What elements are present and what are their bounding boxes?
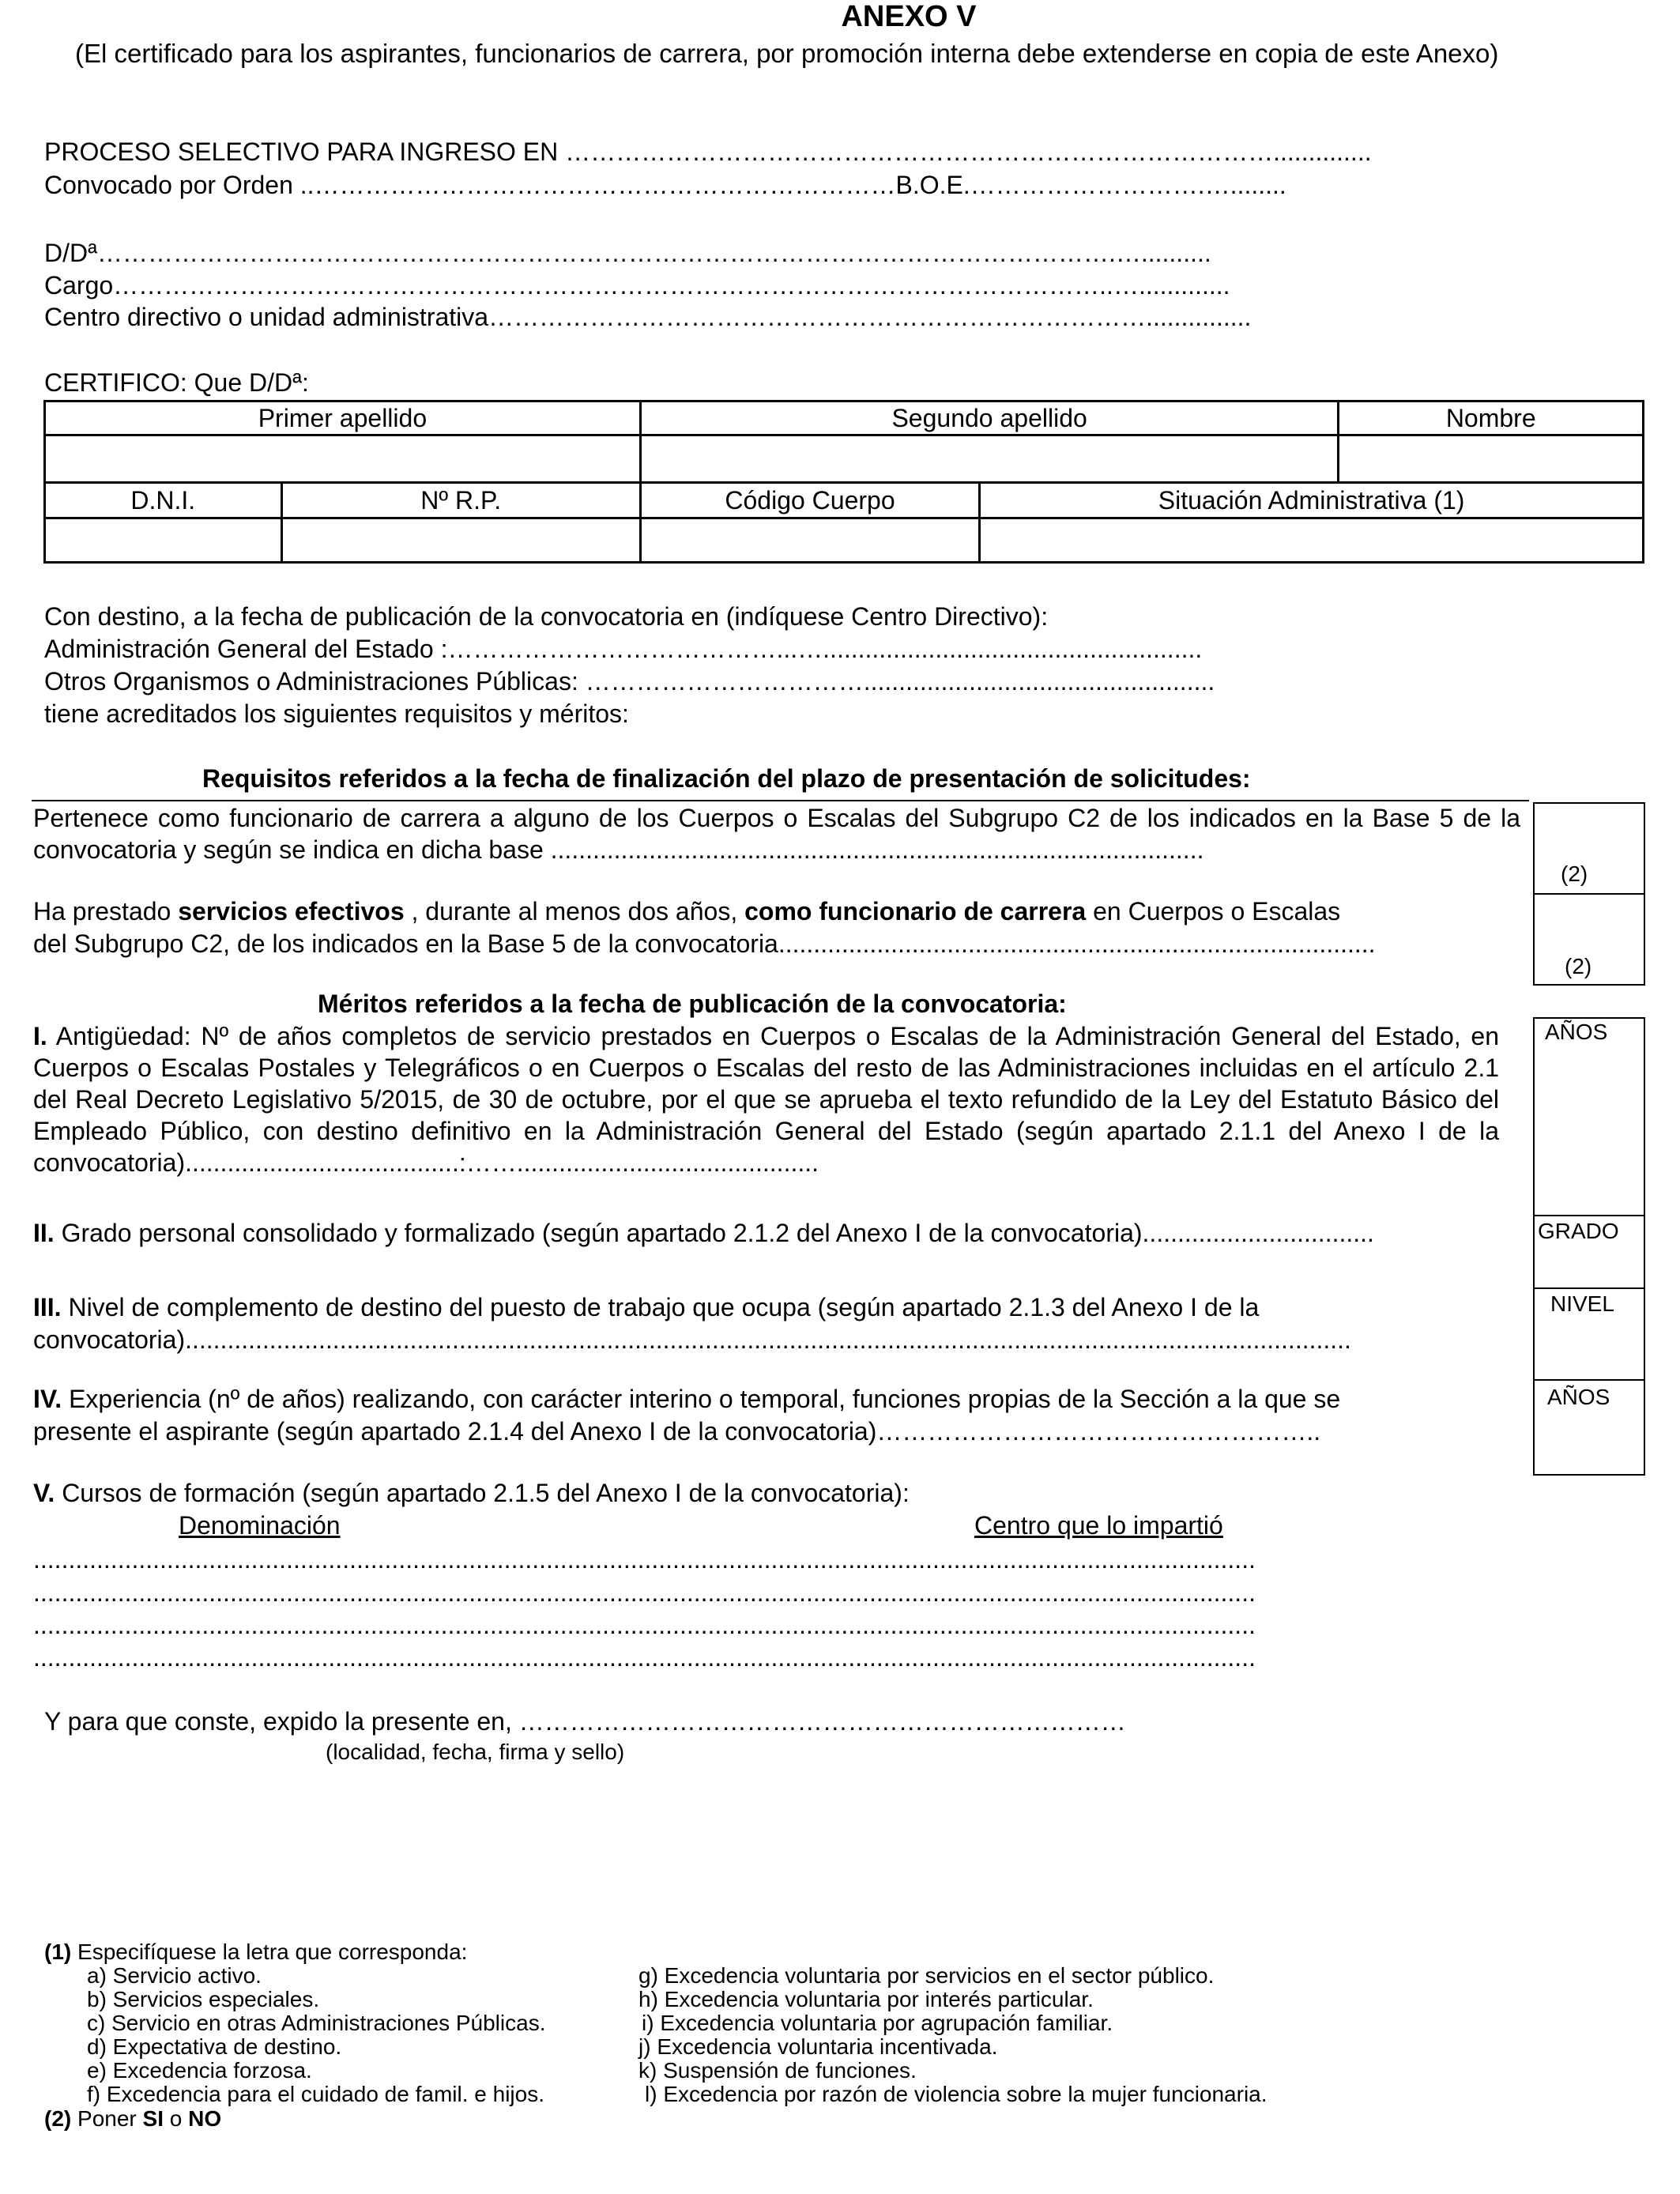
cursos-col-denominacion: Denominación [179,1511,341,1540]
nivel-box-label: NIVEL [1550,1291,1614,1316]
note-1-option: h) Excedencia voluntaria por interés particular. [638,1987,1094,2011]
header-codigo-cuerpo: Código Cuerpo [640,483,979,518]
merito-nivel-line2: convocatoria)...................................................................................................................................................................... [33,1325,1351,1354]
centro-directivo-line: Centro directivo o unidad administrativa……………………………………………………………………............... [44,303,1252,331]
note-1-option: d) Expectativa de destino. [87,2034,342,2059]
certifico-label: CERTIFICO: Que D/Dª: [44,368,309,397]
cursos-line[interactable]: .............................................................................................................................................................................. [33,1611,1256,1639]
note-1-option: b) Servicios especiales. [87,1987,320,2011]
header-primer-apellido: Primer apellido [45,401,641,435]
header-situacion-administrativa: Situación Administrativa (1) [980,483,1644,518]
servicios-box-label: (2) [1565,954,1592,978]
header-segundo-apellido: Segundo apellido [640,401,1339,435]
requisito-servicios: Ha prestado servicios efectivos , durante al menos dos años, como funcionario de carrera en Cuerpos o Escalas [33,897,1341,925]
cursos-col-centro: Centro que lo impartió [974,1511,1223,1540]
grado-box-label: GRADO [1538,1219,1619,1243]
merito-grado: II. Grado personal consolidado y formalizado (según apartado 2.1.2 del Anexo I de la convocatoria)................................. [33,1219,1374,1247]
pertenece-box-label: (2) [1561,861,1588,886]
antiguedad-years-box[interactable] [1533,1017,1645,1216]
cargo-line: Cargo………………………………………………………………………………………………………..…............. [44,271,1230,300]
cursos-line[interactable]: .............................................................................................................................................................................. [33,1643,1256,1672]
note-1-option: e) Excedencia forzosa. [87,2058,312,2083]
merito-cursos: V. Cursos de formación (según apartado 2.1.5 del Anexo I de la convocatoria): [33,1479,910,1507]
requisitos-intro: tiene acreditados los siguientes requisitos y méritos: [44,699,629,728]
field-primer-apellido[interactable] [45,435,641,483]
cursos-line[interactable]: .............................................................................................................................................................................. [33,1545,1256,1574]
heading-rule [32,800,1529,801]
note-2: (2) Poner SI o NO [44,2106,222,2131]
cursos-line[interactable]: .............................................................................................................................................................................. [33,1578,1256,1607]
field-codigo-cuerpo[interactable] [640,518,979,563]
requisitos-heading: Requisitos referidos a la fecha de finalización del plazo de presentación de solicitudes: [202,764,1251,793]
note-1-option: f) Excedencia para el cuidado de famil. e hijos. [87,2082,544,2106]
merito-nivel: III. Nivel de complemento de destino del puesto de trabajo que ocupa (según apartado 2.1.3 del Anexo I de la [33,1293,1260,1321]
requisito-pertenece: Pertenece como funcionario de carrera a alguno de los Cuerpos o Escalas del Subgrupo C2 de los indicados en la Base 5 de la convocatoria y según se indica en dicha base ............................................................................................. [33,804,1520,864]
merito-experiencia: IV. Experiencia (nº de años) realizando, con carácter interino o temporal, funciones propias de la Sección a la que se [33,1385,1341,1413]
note-1-option: k) Suspensión de funciones. [638,2058,917,2083]
note-1-option: j) Excedencia voluntaria incentivada. [638,2034,998,2059]
note-1-option: g) Excedencia voluntaria por servicios en el sector público. [638,1963,1215,1988]
page-subtitle: (El certificado para los aspirantes, funcionarios de carrera, por promoción interna debe extenderse en copia de este Anexo) [75,39,1499,68]
field-dni[interactable] [45,518,282,563]
dda-line: D/Dª………………………………………………………………………………………………………….….......... [44,239,1211,267]
merito-experiencia-line2: presente el aspirante (según apartado 2.1.4 del Anexo I de la convocatoria)…………………………………………….. [33,1417,1321,1446]
note-1-option: a) Servicio activo. [87,1963,262,1988]
page-title: ANEXO V [841,0,977,33]
field-situacion-administrativa[interactable] [980,518,1644,563]
note-1-option: c) Servicio en otras Administraciones Públicas. [87,2011,546,2035]
otros-organismos-line: Otros Organismos o Administraciones Públicas: …………………………….................................................. [44,667,1215,696]
note-1-option: l) Excedencia por razón de violencia sobre la mujer funcionaria. [645,2082,1268,2106]
note-1-heading: (1) Especifíquese la letra que corresponda: [44,1940,468,1964]
field-segundo-apellido[interactable] [640,435,1339,483]
experiencia-box-label: AÑOS [1547,1385,1610,1409]
requisito-servicios-line2: del Subgrupo C2, de los indicados en la Base 5 de la convocatoria..................................................................................... [33,929,1376,958]
header-nrp: Nº R.P. [281,483,640,518]
header-dni: D.N.I. [45,483,282,518]
convocado-line: Convocado por Orden ..……………………………………………………………B.O.E.……………………….…........ [44,171,1286,199]
age-line: Administración General del Estado :…………………………………...…...................................................... [44,635,1203,663]
process-line: PROCESO SELECTIVO PARA INGRESO EN ………………………………………………………………………….............. [44,138,1372,166]
field-nombre[interactable] [1339,435,1644,483]
destino-line: Con destino, a la fecha de publicación de la convocatoria en (indíquese Centro Directivo): [44,602,1049,631]
identity-table [43,400,1644,564]
field-nrp[interactable] [281,518,640,563]
closing-sub: (localidad, fecha, firma y sello) [326,1740,625,1764]
merito-antiguedad: I. Antigüedad: Nº de años completos de servicio prestados en Cuerpos o Escalas de la Administración General del Estado, en Cuerpos o Escalas Postales y Telegráficos o en Cuerpos o Escalas del resto de las Administraciones incluidas en el artículo 2.1 del Real Decreto Legislativo 5/2015, de 30 de octubre, por el que se aprueba el texto refundido de la Ley del Estatuto Básico del Empleado Público, con destino definitivo en la Administración General del Estado (según apartado 2.1.1 del Anexo I de la convocatoria).......................................:……........................................... [33,1022,1499,1177]
meritos-heading: Méritos referidos a la fecha de publicación de la convocatoria: [318,990,1067,1018]
pertenece-answer-box[interactable] [1533,802,1645,895]
header-nombre: Nombre [1339,401,1644,435]
closing-line: Y para que conste, expido la presente en, ……………………………………………………………… [44,1707,1126,1736]
antiguedad-box-label: AÑOS [1545,1020,1608,1044]
note-1-option: i) Excedencia voluntaria por agrupación familiar. [642,2011,1113,2035]
